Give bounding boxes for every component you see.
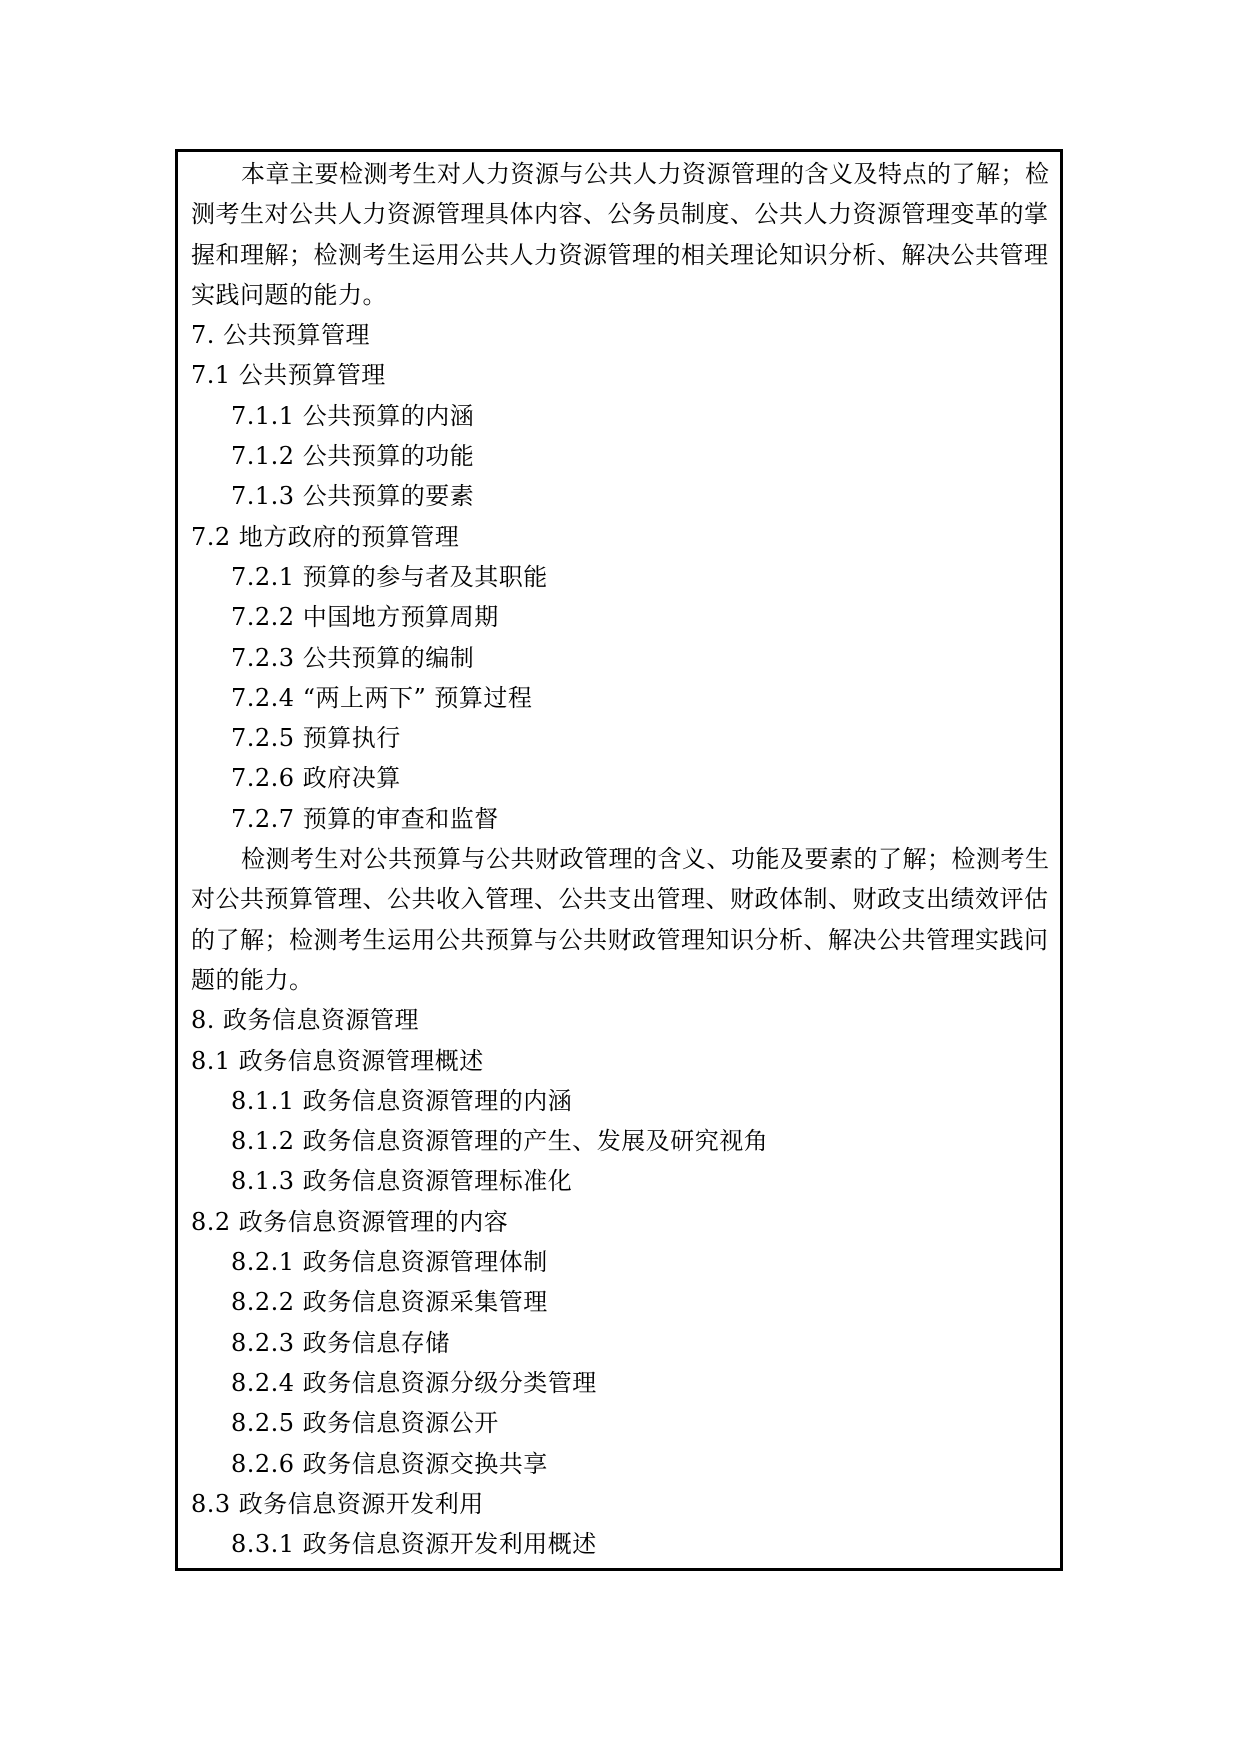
heading-8-1: 8.1 政务信息资源管理概述 <box>191 1046 484 1075</box>
heading-7-1: 7.1 公共预算管理 <box>191 361 386 390</box>
chapter7-summary-line-3: 的了解；检测考生运用公共预算与公共财政管理知识分析、解决公共管理实践问 <box>191 925 1049 954</box>
item-8-2-3: 8.2.3 政务信息存储 <box>231 1328 450 1357</box>
item-8-2-5: 8.2.5 政务信息资源公开 <box>231 1409 499 1438</box>
item-7-2-2: 7.2.2 中国地方预算周期 <box>231 603 499 632</box>
item-7-1-1: 7.1.1 公共预算的内涵 <box>231 401 475 430</box>
item-7-2-1: 7.2.1 预算的参与者及其职能 <box>231 562 548 591</box>
item-7-1-3: 7.1.3 公共预算的要素 <box>231 482 475 511</box>
item-7-2-5: 7.2.5 预算执行 <box>231 724 401 753</box>
item-8-2-6: 8.2.6 政务信息资源交换共享 <box>231 1449 548 1478</box>
item-8-2-1: 8.2.1 政务信息资源管理体制 <box>231 1248 548 1277</box>
item-8-3-1: 8.3.1 政务信息资源开发利用概述 <box>231 1530 597 1559</box>
heading-8-2: 8.2 政务信息资源管理的内容 <box>191 1207 509 1236</box>
heading-8: 8. 政务信息资源管理 <box>191 1006 420 1035</box>
chapter7-summary-line-2: 对公共预算管理、公共收入管理、公共支出管理、财政体制、财政支出绩效评估 <box>191 885 1049 914</box>
item-7-2-7: 7.2.7 预算的审查和监督 <box>231 804 499 833</box>
chapter6-summary-line-4: 实践问题的能力。 <box>191 280 387 309</box>
chapter6-summary-line-3: 握和理解；检测考生运用公共人力资源管理的相关理论知识分析、解决公共管理 <box>191 240 1049 269</box>
item-8-1-1: 8.1.1 政务信息资源管理的内涵 <box>231 1086 573 1115</box>
heading-7: 7. 公共预算管理 <box>191 321 371 350</box>
item-7-2-4: 7.2.4 “两上两下” 预算过程 <box>231 683 533 712</box>
table-cell-border <box>175 149 1063 1571</box>
item-7-2-3: 7.2.3 公共预算的编制 <box>231 643 475 672</box>
item-8-1-3: 8.1.3 政务信息资源管理标准化 <box>231 1167 573 1196</box>
chapter6-summary-line-1: 本章主要检测考生对人力资源与公共人力资源管理的含义及特点的了解；检 <box>241 160 1050 188</box>
chapter6-summary-line-2: 测考生对公共人力资源管理具体内容、公务员制度、公共人力资源管理变革的掌 <box>191 200 1049 229</box>
heading-7-2: 7.2 地方政府的预算管理 <box>191 522 460 551</box>
item-7-1-2: 7.1.2 公共预算的功能 <box>231 442 475 471</box>
chapter7-summary-line-1: 检测考生对公共预算与公共财政管理的含义、功能及要素的了解；检测考生 <box>241 845 1050 874</box>
item-7-2-6: 7.2.6 政府决算 <box>231 764 401 793</box>
item-8-1-2: 8.1.2 政务信息资源管理的产生、发展及研究视角 <box>231 1127 769 1156</box>
heading-8-3: 8.3 政务信息资源开发利用 <box>191 1489 484 1518</box>
item-8-2-4: 8.2.4 政务信息资源分级分类管理 <box>231 1368 597 1397</box>
item-8-2-2: 8.2.2 政务信息资源采集管理 <box>231 1288 548 1317</box>
chapter7-summary-line-4: 题的能力。 <box>191 965 314 994</box>
